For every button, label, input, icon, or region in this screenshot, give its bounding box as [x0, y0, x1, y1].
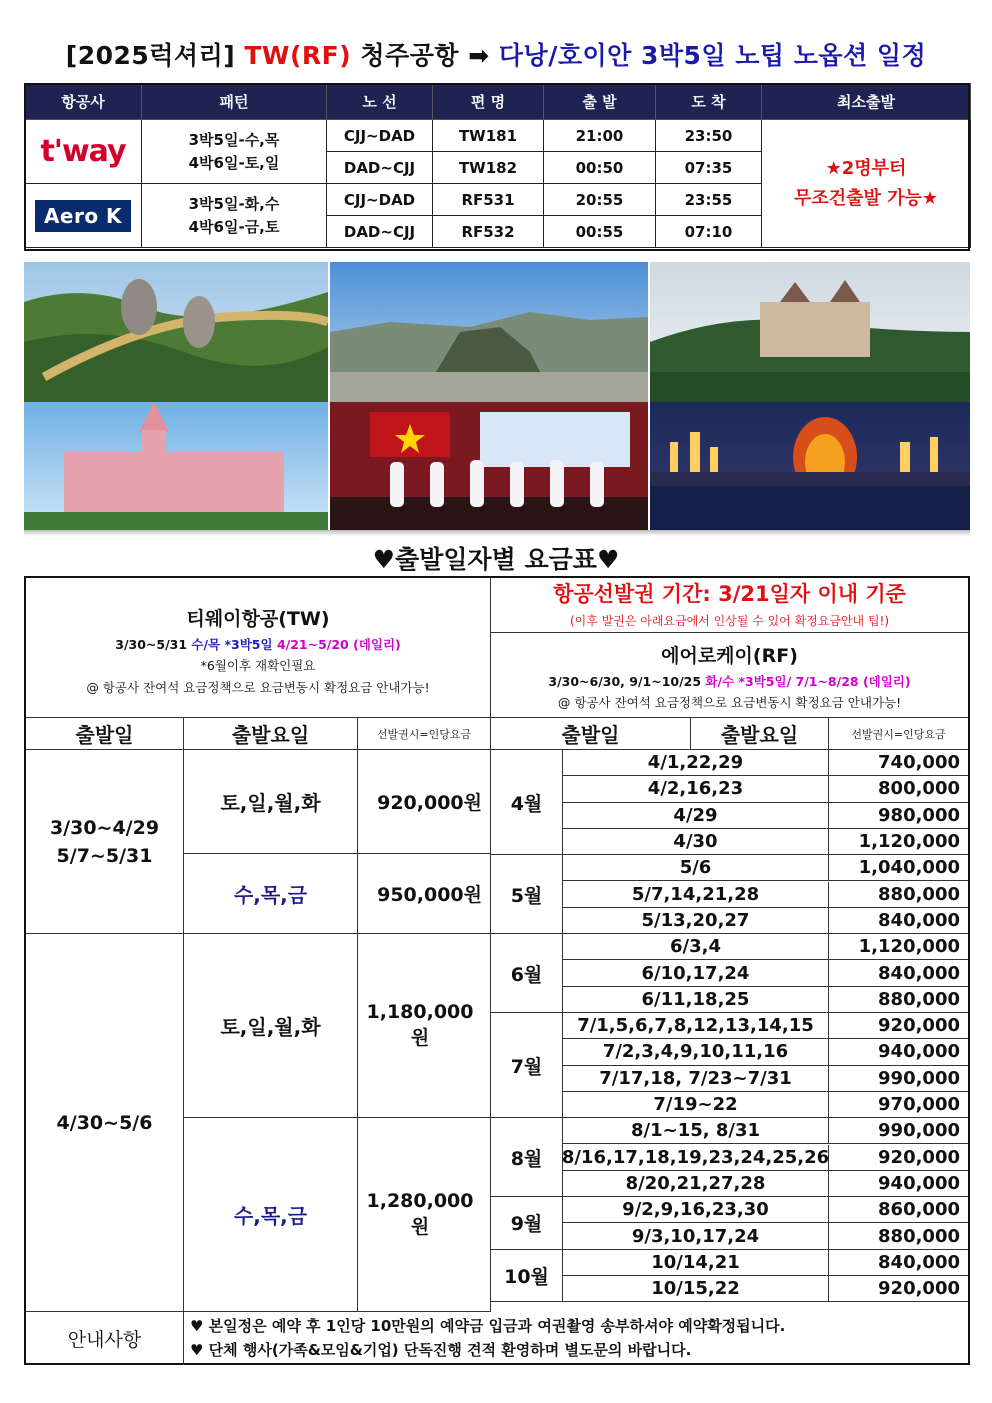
tw-days: 토,일,월,화: [184, 750, 358, 854]
tw-days: 수,목,금: [184, 1118, 358, 1312]
header-departure: 출 발: [544, 84, 656, 120]
route: DAD~CJJ: [327, 152, 433, 184]
notice-content: [184, 1312, 968, 1365]
rf-dates: 10/14,21: [563, 1250, 829, 1276]
tw-date-range: 3/30~4/29 5/7~5/31: [26, 750, 184, 934]
rf-price: 980,000: [829, 803, 968, 829]
ba-na-hills-photo: [650, 262, 970, 402]
tw-price: 950,000원: [358, 854, 491, 934]
rf-dates: 6/10,17,24: [563, 960, 829, 986]
rf-dates: 8/20,21,27,28: [563, 1171, 829, 1197]
rf-month: 8월: [491, 1118, 563, 1197]
fare-table-heading: ♥출발일자별 요금표♥: [372, 545, 620, 574]
aerok-period: 3/30~6/30, 9/1~10/25 화/수 *3박5일/ 7/1~8/28 (데일리): [548, 674, 911, 689]
dep-time: 21:00: [544, 120, 656, 152]
rf-dates: 10/15,22: [563, 1276, 829, 1302]
flight-table-header: [25, 84, 971, 120]
rf-month: 6월: [491, 934, 563, 1013]
tw-col-date: 출발일: [26, 718, 184, 750]
rf-dates: 8/16,17,18,19,23,24,25,26: [563, 1145, 829, 1171]
notice-line: ♥ 단체 행사(가족&모임&기업) 단독진행 견적 환영하며 별도문의 바랍니다.: [190, 1341, 692, 1359]
title-airline-code: TW(RF): [244, 41, 352, 70]
header-flight-no: 편 명: [433, 84, 544, 120]
rf-price: 990,000: [829, 1066, 968, 1092]
rf-price: 940,000: [829, 1171, 968, 1197]
rf-month: 7월: [491, 1013, 563, 1118]
rf-dates: 9/3,10,17,24: [563, 1223, 829, 1249]
tw-days: 토,일,월,화: [184, 934, 358, 1118]
rf-price: 840,000: [829, 960, 968, 986]
rf-dates: 7/2,3,4,9,10,11,16: [563, 1039, 829, 1065]
tway-name: 티웨이항공(TW): [186, 608, 330, 630]
rf-dates: 5/13,20,27: [563, 908, 829, 934]
rf-dates: 7/19~22: [563, 1092, 829, 1118]
pink-cathedral-photo: [24, 402, 328, 530]
rf-month: 5월: [491, 855, 563, 934]
rf-price: 840,000: [829, 908, 968, 934]
rf-dates: 7/17,18, 7/23~7/31: [563, 1066, 829, 1092]
rf-dates: 8/1~15, 8/31: [563, 1118, 829, 1144]
arr-time: 23:55: [656, 184, 762, 216]
aerok-logo: Aero K: [25, 184, 142, 248]
rf-dates: 5/7,14,21,28: [563, 882, 829, 908]
rf-price: 1,040,000: [829, 855, 968, 881]
header-min-departure: 최소출발: [762, 84, 971, 120]
rf-dates: 4/1,22,29: [563, 750, 829, 776]
rf-dates: 7/1,5,6,7,8,12,13,14,15: [563, 1013, 829, 1039]
tway-note: *6월이후 재확인필요: [200, 658, 316, 673]
aerok-fare-info: [491, 578, 968, 718]
tw-price: 1,180,000원: [358, 934, 491, 1118]
rf-price: 990,000: [829, 1118, 968, 1144]
fare-table: [24, 576, 970, 1365]
tw-date-range: 4/30~5/6: [26, 934, 184, 1312]
notice-line: ♥ 본일정은 예약 후 1인당 10만원의 예약금 입금과 여권촬영 송부하셔야 예약확정됩니다.: [190, 1317, 786, 1335]
route: DAD~CJJ: [327, 216, 433, 248]
ao-dai-performance-photo: [330, 402, 648, 530]
tway-period: 3/30~5/31 수/목 *3박5일 4/21~5/20 (데일리): [115, 637, 401, 652]
ticketing-deadline: 항공선발권 기간: 3/21일자 이내 기준: [553, 582, 906, 606]
flight-no: TW182: [433, 152, 544, 184]
rf-dates: 6/11,18,25: [563, 987, 829, 1013]
photo-collage: [24, 262, 970, 530]
flight-no: RF531: [433, 184, 544, 216]
dep-time: 20:55: [544, 184, 656, 216]
dragon-night-view-photo: [650, 402, 970, 530]
header-arrival: 도 착: [656, 84, 762, 120]
marble-mountain-photo: [330, 262, 648, 402]
rf-price: 1,120,000: [829, 829, 968, 855]
arr-time: 07:10: [656, 216, 762, 248]
title-destination: 다낭/호이안 3박5일 노팁 노옵션 일정: [498, 41, 927, 70]
rf-col-day: 출발요일: [691, 718, 829, 750]
rf-dates: 5/6: [563, 855, 829, 881]
rf-price: 860,000: [829, 1197, 968, 1223]
aerok-policy-note: @ 항공사 잔여석 요금정책으로 요금변동시 확정요금 안내가능!: [557, 695, 902, 710]
title-brand: [2025럭셔리]: [65, 41, 236, 70]
rf-price: 840,000: [829, 1250, 968, 1276]
rf-month: 10월: [491, 1250, 563, 1303]
flight-no: TW181: [433, 120, 544, 152]
rf-dates: 6/3,4: [563, 934, 829, 960]
arr-time: 23:50: [656, 120, 762, 152]
rf-price: 880,000: [829, 987, 968, 1013]
rf-price: 920,000: [829, 1013, 968, 1039]
flight-schedule-table: [24, 83, 971, 248]
rf-price: 880,000: [829, 882, 968, 908]
tw-col-day: 출발요일: [184, 718, 358, 750]
rf-price: 940,000: [829, 1039, 968, 1065]
rf-month: 9월: [491, 1197, 563, 1250]
rf-dates: 4/30: [563, 829, 829, 855]
tway-policy-note: @ 항공사 잔여석 요금정책으로 요금변동시 확정요금 안내가능!: [86, 680, 430, 695]
header-pattern: 패턴: [142, 84, 327, 120]
ticketing-note: (이후 발권은 아래요금에서 인상될 수 있어 확정요금안내 팁!): [491, 612, 968, 633]
tw-price: 920,000원: [358, 750, 491, 854]
route: CJJ~DAD: [327, 120, 433, 152]
dep-time: 00:55: [544, 216, 656, 248]
tway-fare-info: [26, 578, 491, 718]
tw-col-price: 선발권시=인당요금: [358, 718, 491, 750]
rf-month: 4월: [491, 750, 563, 855]
golden-bridge-photo: [24, 262, 328, 402]
arr-time: 07:35: [656, 152, 762, 184]
rf-dates: 4/2,16,23: [563, 776, 829, 802]
rf-price: 1,120,000: [829, 934, 968, 960]
flight-row: [25, 120, 971, 152]
dep-time: 00:50: [544, 152, 656, 184]
notice-label: 안내사항: [26, 1312, 184, 1365]
header-airline: 항공사: [25, 84, 142, 120]
route: CJJ~DAD: [327, 184, 433, 216]
tway-pattern: 3박5일-수,목 4박6일-토,일: [142, 120, 327, 184]
page-title: [0, 36, 992, 72]
rf-price: 740,000: [829, 750, 968, 776]
rf-price: 920,000: [829, 1145, 968, 1171]
tway-logo: t'way: [25, 120, 142, 184]
aerok-name: 에어로케이(RF): [661, 645, 798, 667]
tw-price: 1,280,000원: [358, 1118, 491, 1312]
flight-no: RF532: [433, 216, 544, 248]
rf-price: 880,000: [829, 1223, 968, 1249]
rf-price: 970,000: [829, 1092, 968, 1118]
rf-price: 800,000: [829, 776, 968, 802]
aerok-pattern: 3박5일-화,수 4박6일-금,토: [142, 184, 327, 248]
rf-col-date: 출발일: [491, 718, 691, 750]
rf-dates: 4/29: [563, 803, 829, 829]
rf-price: 920,000: [829, 1276, 968, 1302]
title-origin: 청주공항 ➡: [360, 41, 490, 70]
header-route: 노 선: [327, 84, 433, 120]
rf-col-price: 선발권시=인당요금: [829, 718, 968, 750]
tw-days: 수,목,금: [184, 854, 358, 934]
min-departure-note: ★2명부터 무조건출발 가능★: [762, 120, 971, 248]
rf-dates: 9/2,9,16,23,30: [563, 1197, 829, 1223]
